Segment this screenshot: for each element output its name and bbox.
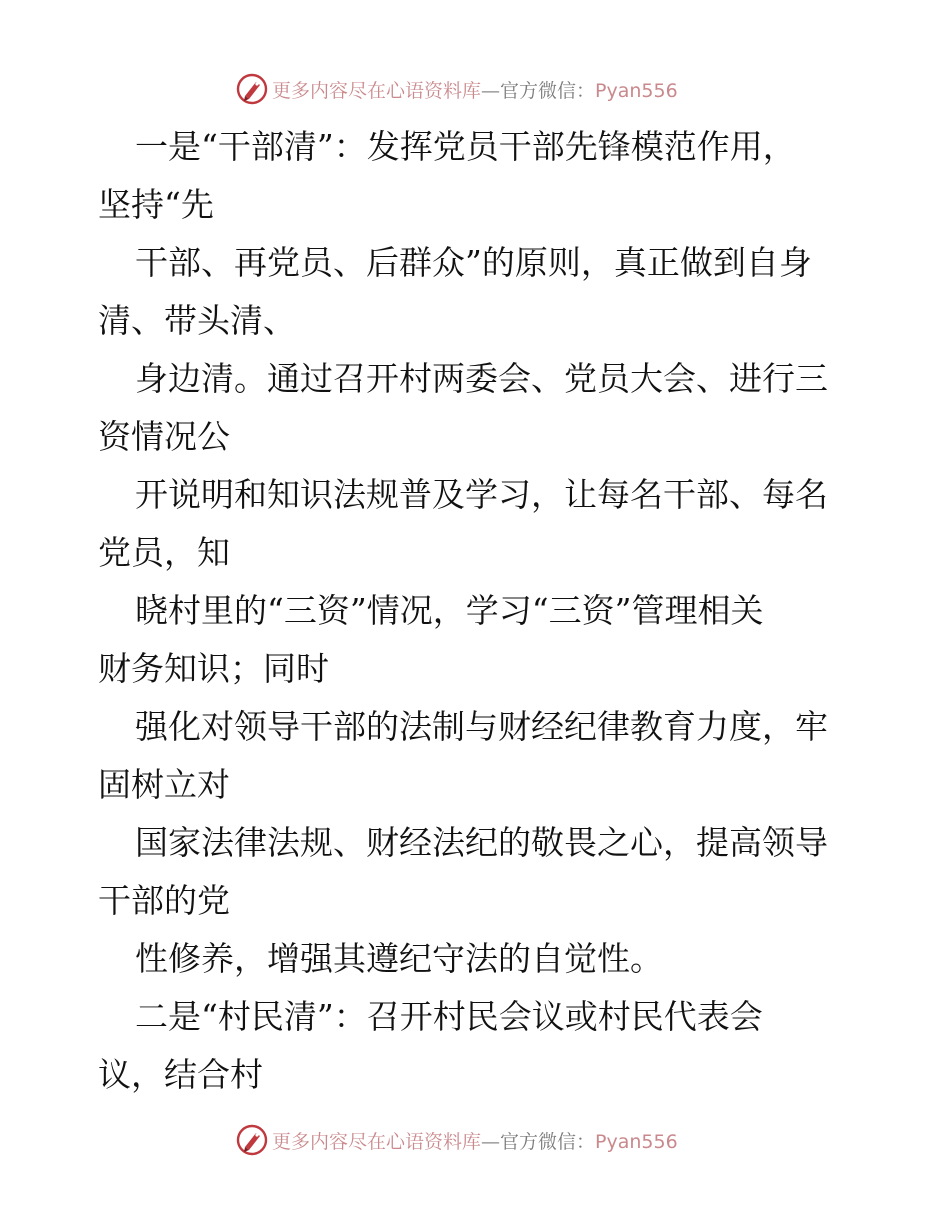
text-line: 身边清。通过召开村两委会、党员大会、进行三	[135, 359, 828, 398]
header-banner	[236, 70, 716, 108]
text-line: 一是“干部清”：发挥党员干部先锋模范作用，	[135, 127, 796, 166]
text-line: 国家法律法规、财经法纪的敬畏之心，提高领导	[135, 823, 828, 862]
text-line: 强化对领导干部的法制与财经纪律教育力度，牢	[135, 707, 828, 746]
body-text	[98, 118, 858, 1104]
footer-wechat-label: 官方微信：	[500, 1130, 596, 1153]
header-site-text: 更多内容尽在心语资料库	[272, 79, 482, 102]
header-separator: —	[481, 79, 501, 102]
text-line: 清、带头清、	[98, 301, 296, 340]
text-line: 干部、再党员、后群众”的原则，真正做到自身	[135, 243, 812, 282]
text-line: 坚持“先	[98, 185, 214, 224]
header-wechat-label: 官方微信：	[500, 79, 596, 102]
pen-nib-logo-icon	[236, 73, 268, 105]
footer-banner-text	[272, 1127, 678, 1154]
text-line: 性修养，增强其遵纪守法的自觉性。	[135, 939, 663, 978]
text-line: 党员，知	[98, 533, 230, 572]
text-line: 干部的党	[98, 881, 230, 920]
text-line: 开说明和知识法规普及学习，让每名干部、每名	[135, 475, 828, 514]
header-wechat-id: Pyan556	[595, 79, 678, 102]
text-line: 财务知识；同时	[98, 649, 329, 688]
header-banner-text	[272, 76, 678, 103]
footer-separator: —	[481, 1130, 501, 1153]
footer-banner	[236, 1121, 716, 1159]
text-line: 二是“村民清”：召开村民会议或村民代表会	[135, 997, 763, 1036]
footer-wechat-id: Pyan556	[595, 1130, 678, 1153]
pen-nib-logo-icon	[236, 1124, 268, 1156]
text-line: 固树立对	[98, 765, 230, 804]
text-line: 议，结合村	[98, 1055, 263, 1094]
footer-site-text: 更多内容尽在心语资料库	[272, 1130, 482, 1153]
text-line: 资情况公	[98, 417, 230, 456]
text-line: 晓村里的“三资”情况，学习“三资”管理相关	[135, 591, 764, 630]
